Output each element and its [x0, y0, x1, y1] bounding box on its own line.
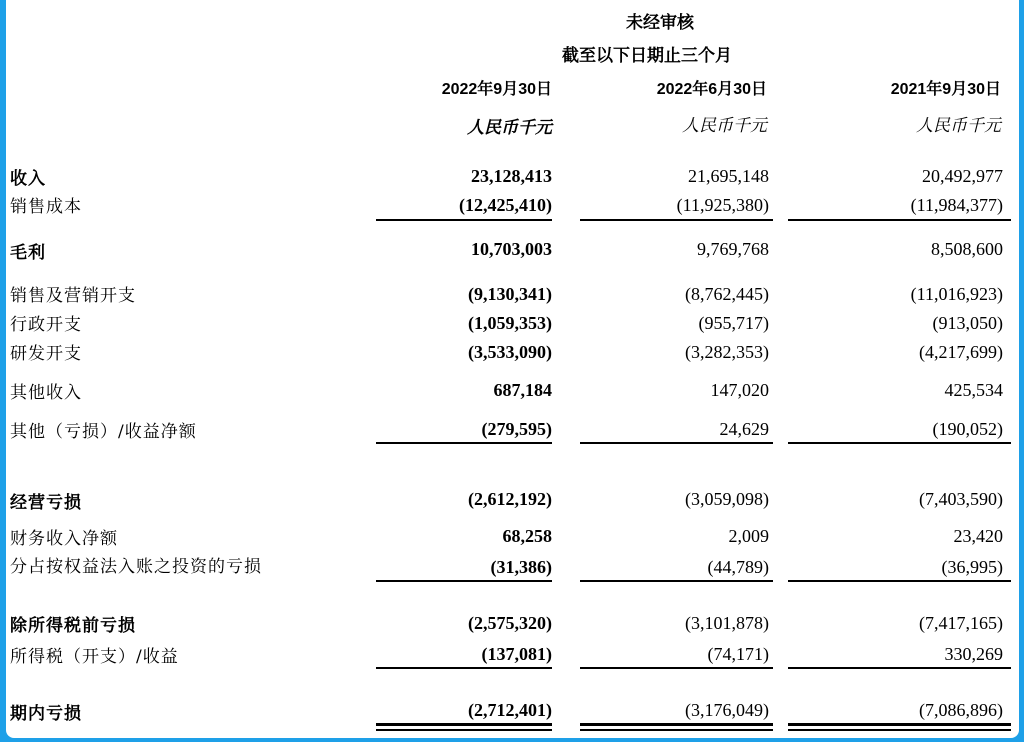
row-label-administrative: 行政开支	[10, 315, 82, 335]
row-value: (36,995)	[941, 557, 1003, 577]
row-label-other-income: 其他收入	[10, 383, 82, 403]
row-value: (11,984,377)	[910, 195, 1003, 215]
column-currency-2: 人民币千元	[682, 116, 767, 136]
row-label-income-tax: 所得税（开支）/收益	[10, 647, 179, 667]
row-value: 425,534	[944, 380, 1003, 400]
row-value: 23,128,413	[471, 166, 552, 186]
row-value: (11,016,923)	[910, 284, 1003, 304]
row-value: (7,086,896)	[919, 700, 1003, 720]
row-label-loss-before-tax: 除所得税前亏损	[10, 616, 136, 636]
row-value: (2,612,192)	[468, 489, 552, 509]
row-label-operating-loss: 经营亏损	[10, 493, 82, 513]
row-value: (3,176,049)	[685, 700, 769, 720]
row-label-equity-investments: 分占按权益法入账之投资的亏损	[10, 557, 262, 577]
row-label-gross-profit: 毛利	[10, 243, 46, 263]
income-statement-sheet	[6, 0, 1019, 738]
row-value: (137,081)	[481, 644, 552, 664]
row-label-other-net: 其他（亏损）/收益净额	[10, 422, 197, 442]
row-value: (190,052)	[932, 419, 1003, 439]
subtotal-rule	[376, 667, 552, 669]
total-double-rule	[376, 729, 552, 731]
row-value: (7,417,165)	[919, 613, 1003, 633]
row-value: (3,533,090)	[468, 342, 552, 362]
column-date-2: 2022年6月30日	[656, 81, 767, 98]
row-value: (955,717)	[698, 313, 769, 333]
column-date-1: 2022年9月30日	[441, 81, 552, 98]
subtotal-rule	[788, 580, 1011, 582]
subtotal-rule	[580, 580, 773, 582]
row-value: 10,703,003	[471, 239, 552, 259]
total-double-rule	[580, 729, 773, 731]
row-value: (2,712,401)	[468, 700, 552, 720]
unaudited-heading: 未经审核	[626, 13, 694, 33]
row-value: (279,595)	[481, 419, 552, 439]
subtotal-rule	[376, 442, 552, 444]
row-value: (3,282,353)	[685, 342, 769, 362]
subtotal-rule	[580, 667, 773, 669]
subtotal-rule	[788, 219, 1011, 221]
row-value: 8,508,600	[931, 239, 1003, 259]
row-value: 2,009	[728, 526, 769, 546]
subtotal-rule	[376, 580, 552, 582]
row-value: (3,101,878)	[685, 613, 769, 633]
row-value: (11,925,380)	[676, 195, 769, 215]
row-value: (1,059,353)	[468, 313, 552, 333]
row-label-rnd: 研发开支	[10, 344, 82, 364]
total-double-rule	[788, 729, 1011, 731]
row-label-revenue: 收入	[10, 169, 46, 189]
row-value: (9,130,341)	[468, 284, 552, 304]
row-value: 9,769,768	[697, 239, 769, 259]
row-value: (4,217,699)	[919, 342, 1003, 362]
row-value: 147,020	[710, 380, 769, 400]
row-value: 23,420	[953, 526, 1003, 546]
subtotal-rule	[788, 442, 1011, 444]
subtotal-rule	[580, 442, 773, 444]
row-label-selling-marketing: 销售及营销开支	[10, 286, 136, 306]
subtotal-rule	[580, 219, 773, 221]
row-value: (2,575,320)	[468, 613, 552, 633]
row-value: (44,789)	[707, 557, 769, 577]
row-value: 687,184	[493, 380, 552, 400]
row-value: 20,492,977	[922, 166, 1003, 186]
row-value: (31,386)	[490, 557, 552, 577]
total-double-rule	[376, 723, 552, 726]
row-value: (913,050)	[932, 313, 1003, 333]
row-value: 21,695,148	[688, 166, 769, 186]
row-value: (74,171)	[707, 644, 769, 664]
total-double-rule	[580, 723, 773, 726]
row-value: (3,059,098)	[685, 489, 769, 509]
period-heading: 截至以下日期止三个月	[562, 46, 732, 66]
subtotal-rule	[376, 219, 552, 221]
column-currency-1: 人民币千元	[467, 118, 552, 138]
column-date-3: 2021年9月30日	[890, 81, 1001, 98]
row-label-loss-for-period: 期内亏损	[10, 704, 82, 724]
subtotal-rule	[788, 667, 1011, 669]
row-label-finance-income: 财务收入净额	[10, 529, 118, 549]
row-value: 24,629	[719, 419, 769, 439]
row-value: 330,269	[944, 644, 1003, 664]
row-value: (8,762,445)	[685, 284, 769, 304]
row-value: 68,258	[502, 526, 552, 546]
column-currency-3: 人民币千元	[916, 116, 1001, 136]
row-value: (7,403,590)	[919, 489, 1003, 509]
total-double-rule	[788, 723, 1011, 726]
row-label-cost-of-sales: 销售成本	[10, 197, 82, 217]
row-value: (12,425,410)	[459, 195, 552, 215]
